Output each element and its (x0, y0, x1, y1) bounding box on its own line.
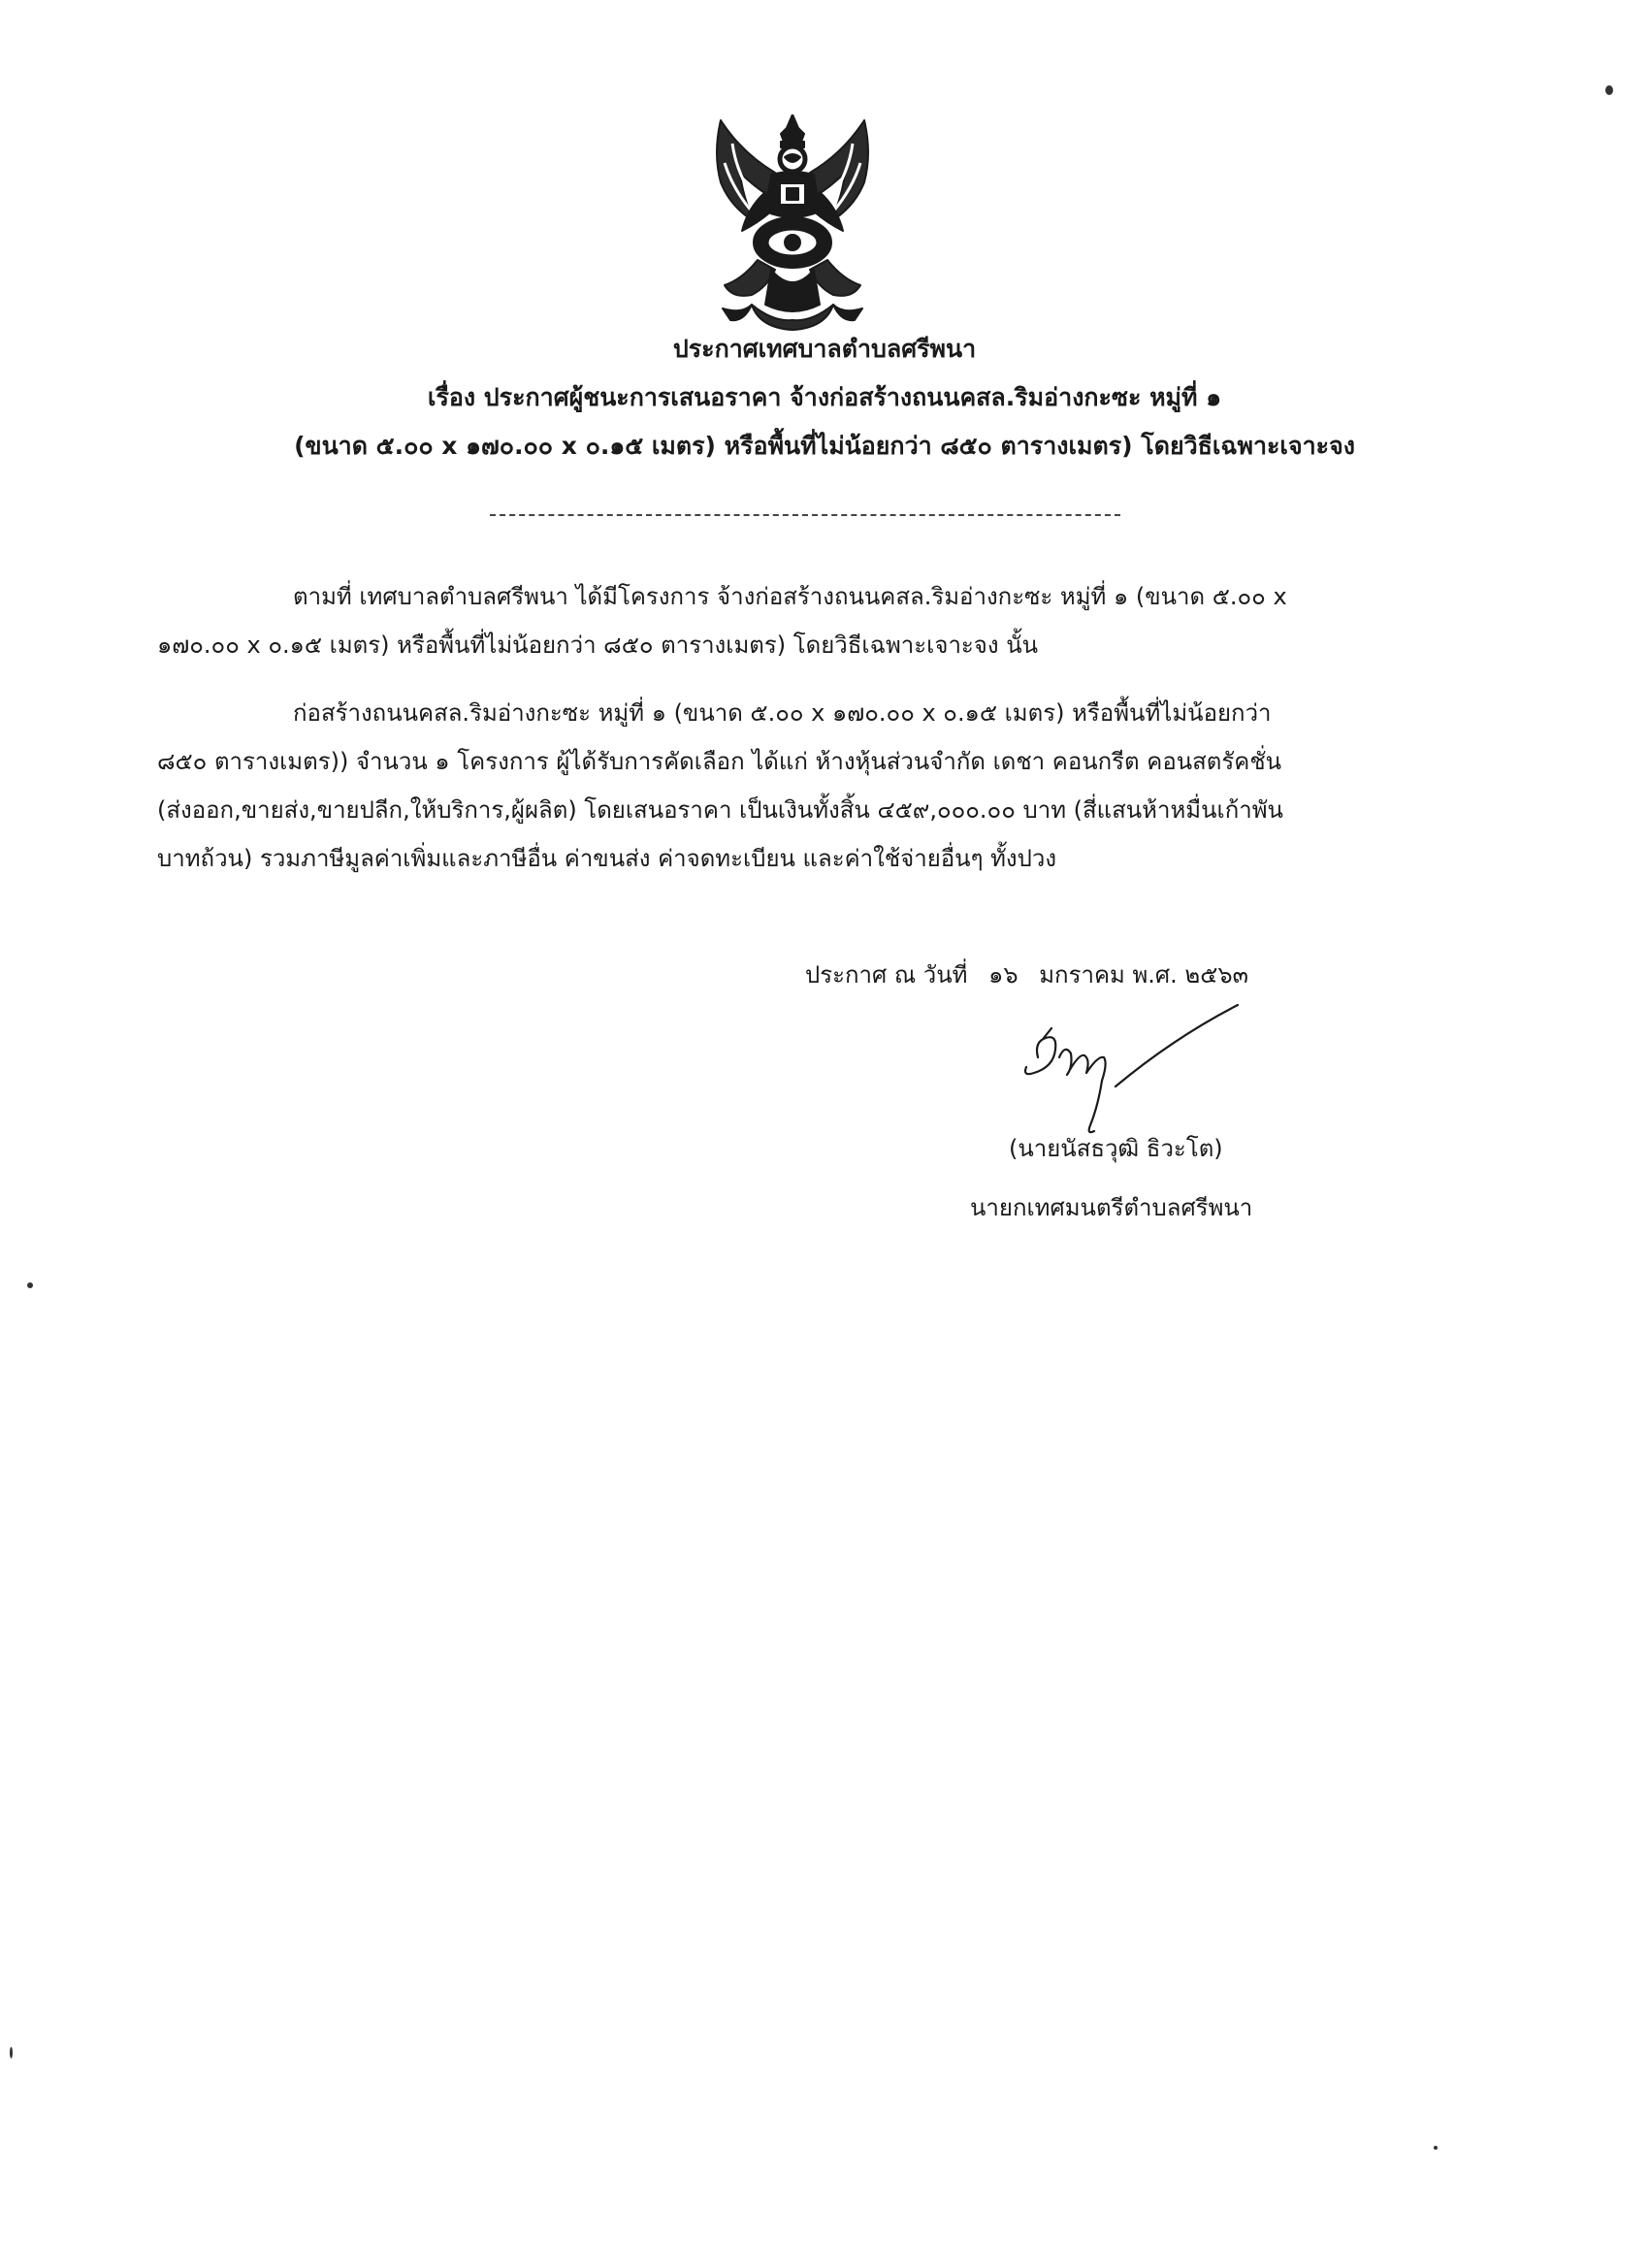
paragraph-line: ก่อสร้างถนนคสล.ริมอ่างกะซะ หมู่ที่ ๑ (ขนาด ๕.๐๐ x ๑๗๐.๐๐ x ๐.๑๕ เมตร) หรือพื้นที่ไม่น้อยกว่า (293, 699, 1272, 727)
signer-name: (นายนัสธวุฒิ ธิวะโต) (1009, 1135, 1223, 1162)
garuda-emblem (703, 114, 883, 333)
paragraph-line: บาทถ้วน) รวมภาษีมูลค่าเพิ่มและภาษีอื่น ค่าขนส่ง ค่าจดทะเบียน และค่าใช้จ่ายอื่นๆ ทั้งปวง (157, 845, 1057, 872)
paragraph-line: ๑๗๐.๐๐ x ๐.๑๕ เมตร) หรือพื้นที่ไม่น้อยกว่า ๘๕๐ ตารางเมตร) โดยวิธีเฉพาะเจาะจง นั้น (157, 632, 1039, 659)
header-divider (490, 514, 1120, 516)
scan-speck (1434, 2146, 1438, 2150)
paragraph-line: (ส่งออก,ขายส่ง,ขายปลีก,ให้บริการ,ผู้ผลิต) โดยเสนอราคา เป็นเงินทั้งสิ้น ๔๕๙,๐๐๐.๐๐ บาท (สี่แสนห้าหมื่นเก้าพัน (157, 796, 1283, 824)
date-month-year: มกราคม พ.ศ. ๒๕๖๓ (1039, 961, 1249, 988)
scan-speck (10, 2047, 13, 2058)
scan-speck (27, 1282, 33, 1288)
paragraph-line: ตามที่ เทศบาลตำบลศรีพนา ได้มีโครงการ จ้างก่อสร้างถนนคสล.ริมอ่างกะซะ หมู่ที่ ๑ (ขนาด ๕.๐๐ x (293, 583, 1287, 610)
announcement-subject-detail: (ขนาด ๕.๐๐ x ๑๗๐.๐๐ x ๐.๑๕ เมตร) หรือพื้นที่ไม่น้อยกว่า ๘๕๐ ตารางเมตร) โดยวิธีเฉพาะเจาะจง (294, 432, 1355, 460)
scan-speck (1605, 85, 1613, 95)
date-day: ๑๖ (988, 961, 1018, 988)
handwritten-signature (1009, 999, 1261, 1145)
paragraph-line: ๘๕๐ ตารางเมตร)) จำนวน ๑ โครงการ ผู้ได้รับการคัดเลือก ได้แก่ ห้างหุ้นส่วนจำกัด เดชา คอนกรีต คอนสตรัคชั่น (157, 748, 1282, 775)
announcement-issuer: ประกาศเทศบาลตำบลศรีพนา (672, 335, 977, 363)
date-prefix: ประกาศ ณ วันที่ (805, 961, 968, 988)
signer-title: นายกเทศมนตรีตำบลศรีพนา (970, 1194, 1253, 1221)
announcement-subject: เรื่อง ประกาศผู้ชนะการเสนอราคา จ้างก่อสร้างถนนคสล.ริมอ่างกะซะ หมู่ที่ ๑ (427, 383, 1222, 411)
announcement-date (805, 956, 1262, 993)
